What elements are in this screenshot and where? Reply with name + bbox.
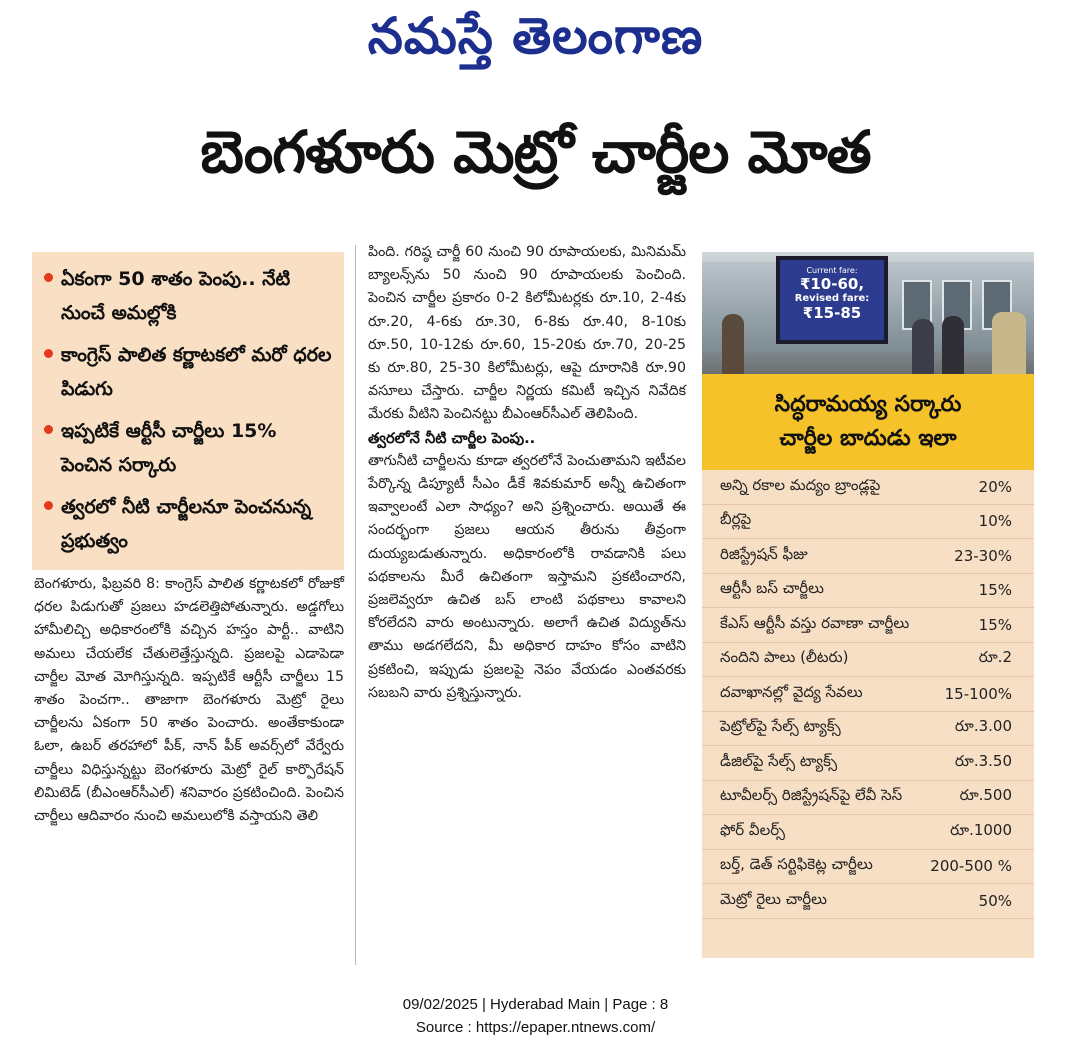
fare-label: మెట్రో రైలు చార్జీలు [720, 889, 827, 908]
metro-photo [702, 252, 1034, 374]
fare-row [702, 608, 1034, 643]
article-column-2 [368, 241, 686, 705]
fare-box-title: సిద్ధరామయ్య సర్కారు [774, 392, 962, 417]
fare-value: 15% [978, 581, 1012, 600]
footer-date-edition: 09/02/2025 | Hyderabad Main | Page : 8 [402, 996, 669, 1013]
fare-row [702, 643, 1034, 678]
fare-value: రూ.3.50 [954, 751, 1012, 770]
headline-text: బెంగళూరు మెట్రో చార్జీల మోత [200, 118, 871, 186]
highlight-item [44, 262, 334, 330]
fare-row [702, 884, 1034, 919]
highlight-text: కాంగ్రెస్ పాలిత కర్ణాటకలో మరో ధరల పిడుగు [61, 344, 332, 400]
screen-revised-label: Revised fare: [794, 293, 870, 304]
fare-label: అన్ని రకాల మద్యం బ్రాండ్లపై [720, 475, 881, 494]
screen-current-value: ₹10-60, [799, 275, 865, 293]
highlight-item [44, 490, 334, 558]
highlight-text: ఇప్పటికే ఆర్టీసీ చార్జీలు 15% పెంచిన సర్కారు [61, 420, 277, 476]
fare-row [702, 746, 1034, 781]
highlights-box [32, 252, 344, 570]
fare-label: టూవీలర్స్ రిజిస్ట్రేషన్‌పై లేవీ సెస్ [720, 786, 903, 805]
fare-label: బర్త్, డెత్ సర్టిఫికెట్ల చార్జీలు [720, 855, 873, 874]
fare-row [702, 505, 1034, 540]
fare-value: 50% [978, 891, 1012, 910]
fare-display-screen [776, 256, 888, 344]
screen-revised-value: ₹15-85 [802, 304, 862, 322]
article-subheading: త్వరలోనే నీటి చార్జీల పెంపు.. [368, 429, 536, 447]
fare-label: నందిని పాలు (లీటరు) [720, 648, 849, 667]
article-column-1: బెంగళూరు, ఫిబ్రవరి 8: కాంగ్రెస్ పాలిత కర్ణాటకలో రోజుకో ధరల పిడుగుతో ప్రజలు హడలెత్తిపోతున్నారు. అడ్డగోలు హామీలిచ్చి అధికారంలోకి వచ్చిన హస్తం పార్టీ.. వాటిని అమలు చేయలేక చేతులెత్తేస్తున్నది. ప్రజలపై ఎడాపెడా చార్జీల మోత మోగిస్తున్నది. ఇప్పటికే ఆర్టీసీ చార్జీలు 15 శాతం పెంచగా.. తాజాగా బెంగళూరు మెట్రో రైలు చార్జీలను ఏకంగా 50 శాతం పెంచారు. అంతేకాకుండా ఓలా, ఉబర్ తరహాలో పీక్, నాన్ పీక్ అవర్స్‌లో వేర్వేరు చార్జీలు విధిస్తున్నట్టు బెంగళూరు మెట్రో రైల్ కార్పొరేషన్ లిమిటెడ్ (బీఎంఆర్‌సీఎల్) శనివారం ప్రకటించింది. పెంచిన చార్జీలు ఆదివారం నుంచి అమలులోకి వస్తాయని తెలి [34, 576, 344, 825]
bullet-icon [44, 501, 53, 510]
fare-value: 200-500 % [930, 857, 1012, 876]
highlight-item [44, 414, 334, 482]
masthead [0, 6, 1071, 78]
newspaper-logo: నమస్తే తెలంగాణ [367, 6, 704, 65]
fare-row [702, 574, 1034, 609]
fare-label: డీజిల్‌పై సేల్స్ ట్యాక్స్ [720, 751, 838, 770]
passenger [992, 312, 1026, 374]
fare-row [702, 781, 1034, 816]
fare-value: రూ.3.00 [954, 717, 1012, 736]
passenger [942, 316, 964, 374]
fare-value: రూ.2 [978, 648, 1012, 667]
fare-value: 15% [978, 615, 1012, 634]
fare-hike-box [702, 374, 1034, 958]
fare-row [702, 815, 1034, 850]
fare-label: పెట్రోల్‌పై సేల్స్ ట్యాక్స్ [720, 717, 841, 736]
highlight-text: ఏకంగా 50 శాతం పెంపు.. నేటి నుంచే అమల్లోకి [61, 268, 291, 324]
fare-row [702, 539, 1034, 574]
fare-value: రూ.500 [959, 786, 1012, 805]
screen-current-label: Current fare: [806, 266, 858, 275]
fare-row [702, 712, 1034, 747]
fare-value: 20% [978, 477, 1012, 496]
fare-value: 23-30% [954, 546, 1012, 565]
footer-source: Source : https://epaper.ntnews.com/ [415, 1019, 656, 1036]
fare-label: రిజిస్ట్రేషన్ ఫీజు [720, 544, 808, 563]
highlight-text: త్వరలో నీటి చార్జీలనూ పెంచనున్న ప్రభుత్వం [61, 496, 312, 552]
bullet-icon [44, 425, 53, 434]
fare-label: కేఎస్ ఆర్టీసీ వస్తు రవాణా చార్జీలు [720, 613, 910, 632]
fare-value: 10% [978, 512, 1012, 531]
column-divider [355, 245, 356, 965]
fare-label: బీర్లపై [720, 510, 752, 529]
fare-row [702, 470, 1034, 505]
fare-row [702, 850, 1034, 885]
fare-row [702, 677, 1034, 712]
fare-label: దవాఖానల్లో వైద్య సేవలు [720, 682, 863, 701]
fare-box-header [702, 374, 1034, 470]
article-paragraph: పింది. గరిష్ఠ చార్జీ 60 నుంచి 90 రూపాయలకు, మినిమమ్ బ్యాలన్స్‌ను 50 నుంచి 90 రూపాయలకు పెంచింది. పెంచిన చార్జీల ప్రకారం 0-2 కిలోమీటర్లకు రూ.10, 2-4కు రూ.20, 4-6కు రూ.30, 6-8కు రూ.40, 8-10కు రూ.50, 10-12కు రూ.60, 15-20కు రూ.70, 20-25 కు రూ.80, 25-30 కిలోమీటర్లు, ఆపై దూరానికి రూ.90 వసూలు చేస్తారు. చార్జీల నిర్ణయ కమిటీ ఇచ్చిన నివేదిక మేరకు వీటిని పెంచినట్టు బీఎంఆర్‌సీఎల్ తెలిపింది. [368, 244, 686, 423]
passenger [722, 314, 744, 374]
fare-value: రూ.1000 [950, 820, 1012, 839]
fare-label: ఆర్టీసీ బస్ చార్జీలు [720, 579, 824, 598]
headline [20, 118, 1051, 201]
fare-label: ఫోర్ వీలర్స్ [720, 820, 785, 839]
article-paragraph: తాగునీటి చార్జీలను కూడా త్వరలోనే పెంచుతామని ఇటీవల పేర్కొన్న డిప్యూటీ సీఎం డీకే శివకుమార్ అన్నీ ఉచితంగా ఇవ్వాలంటే ఎలా సాధ్యం? అని ప్రశ్నించారు. అయితే ఈ సందర్భంగా ప్రజలు ఆయన తీరును తీవ్రంగా దుయ్యబడుతున్నారు. అధికారంలోకి రావడానికి పలు పథకాలను మీరే ఉచితంగా ఇస్తామని ప్రకటించారని, ప్రజలెవ్వరూ ఉచిత బస్ లాంటి పథకాలు కావాలని కోరలేదని వారు అంటున్నారు. అలాగే ఉచిత విద్యుత్‌ను తాము అడగలేదని, మీ అధికార దాహం కోసం వాటిని ప్రకటించి, ఇప్పుడు ప్రజలపై నెపం వేయడం ఎంతవరకు సబబని వారు ప్రశ్నిస్తున్నారు. [368, 452, 686, 701]
bullet-icon [44, 349, 53, 358]
bullet-icon [44, 273, 53, 282]
highlight-item [44, 338, 334, 406]
fare-value: 15-100% [944, 684, 1012, 703]
passenger [912, 319, 934, 374]
fare-box-subtitle: చార్జీల బాదుడు ఇలా [779, 426, 957, 451]
